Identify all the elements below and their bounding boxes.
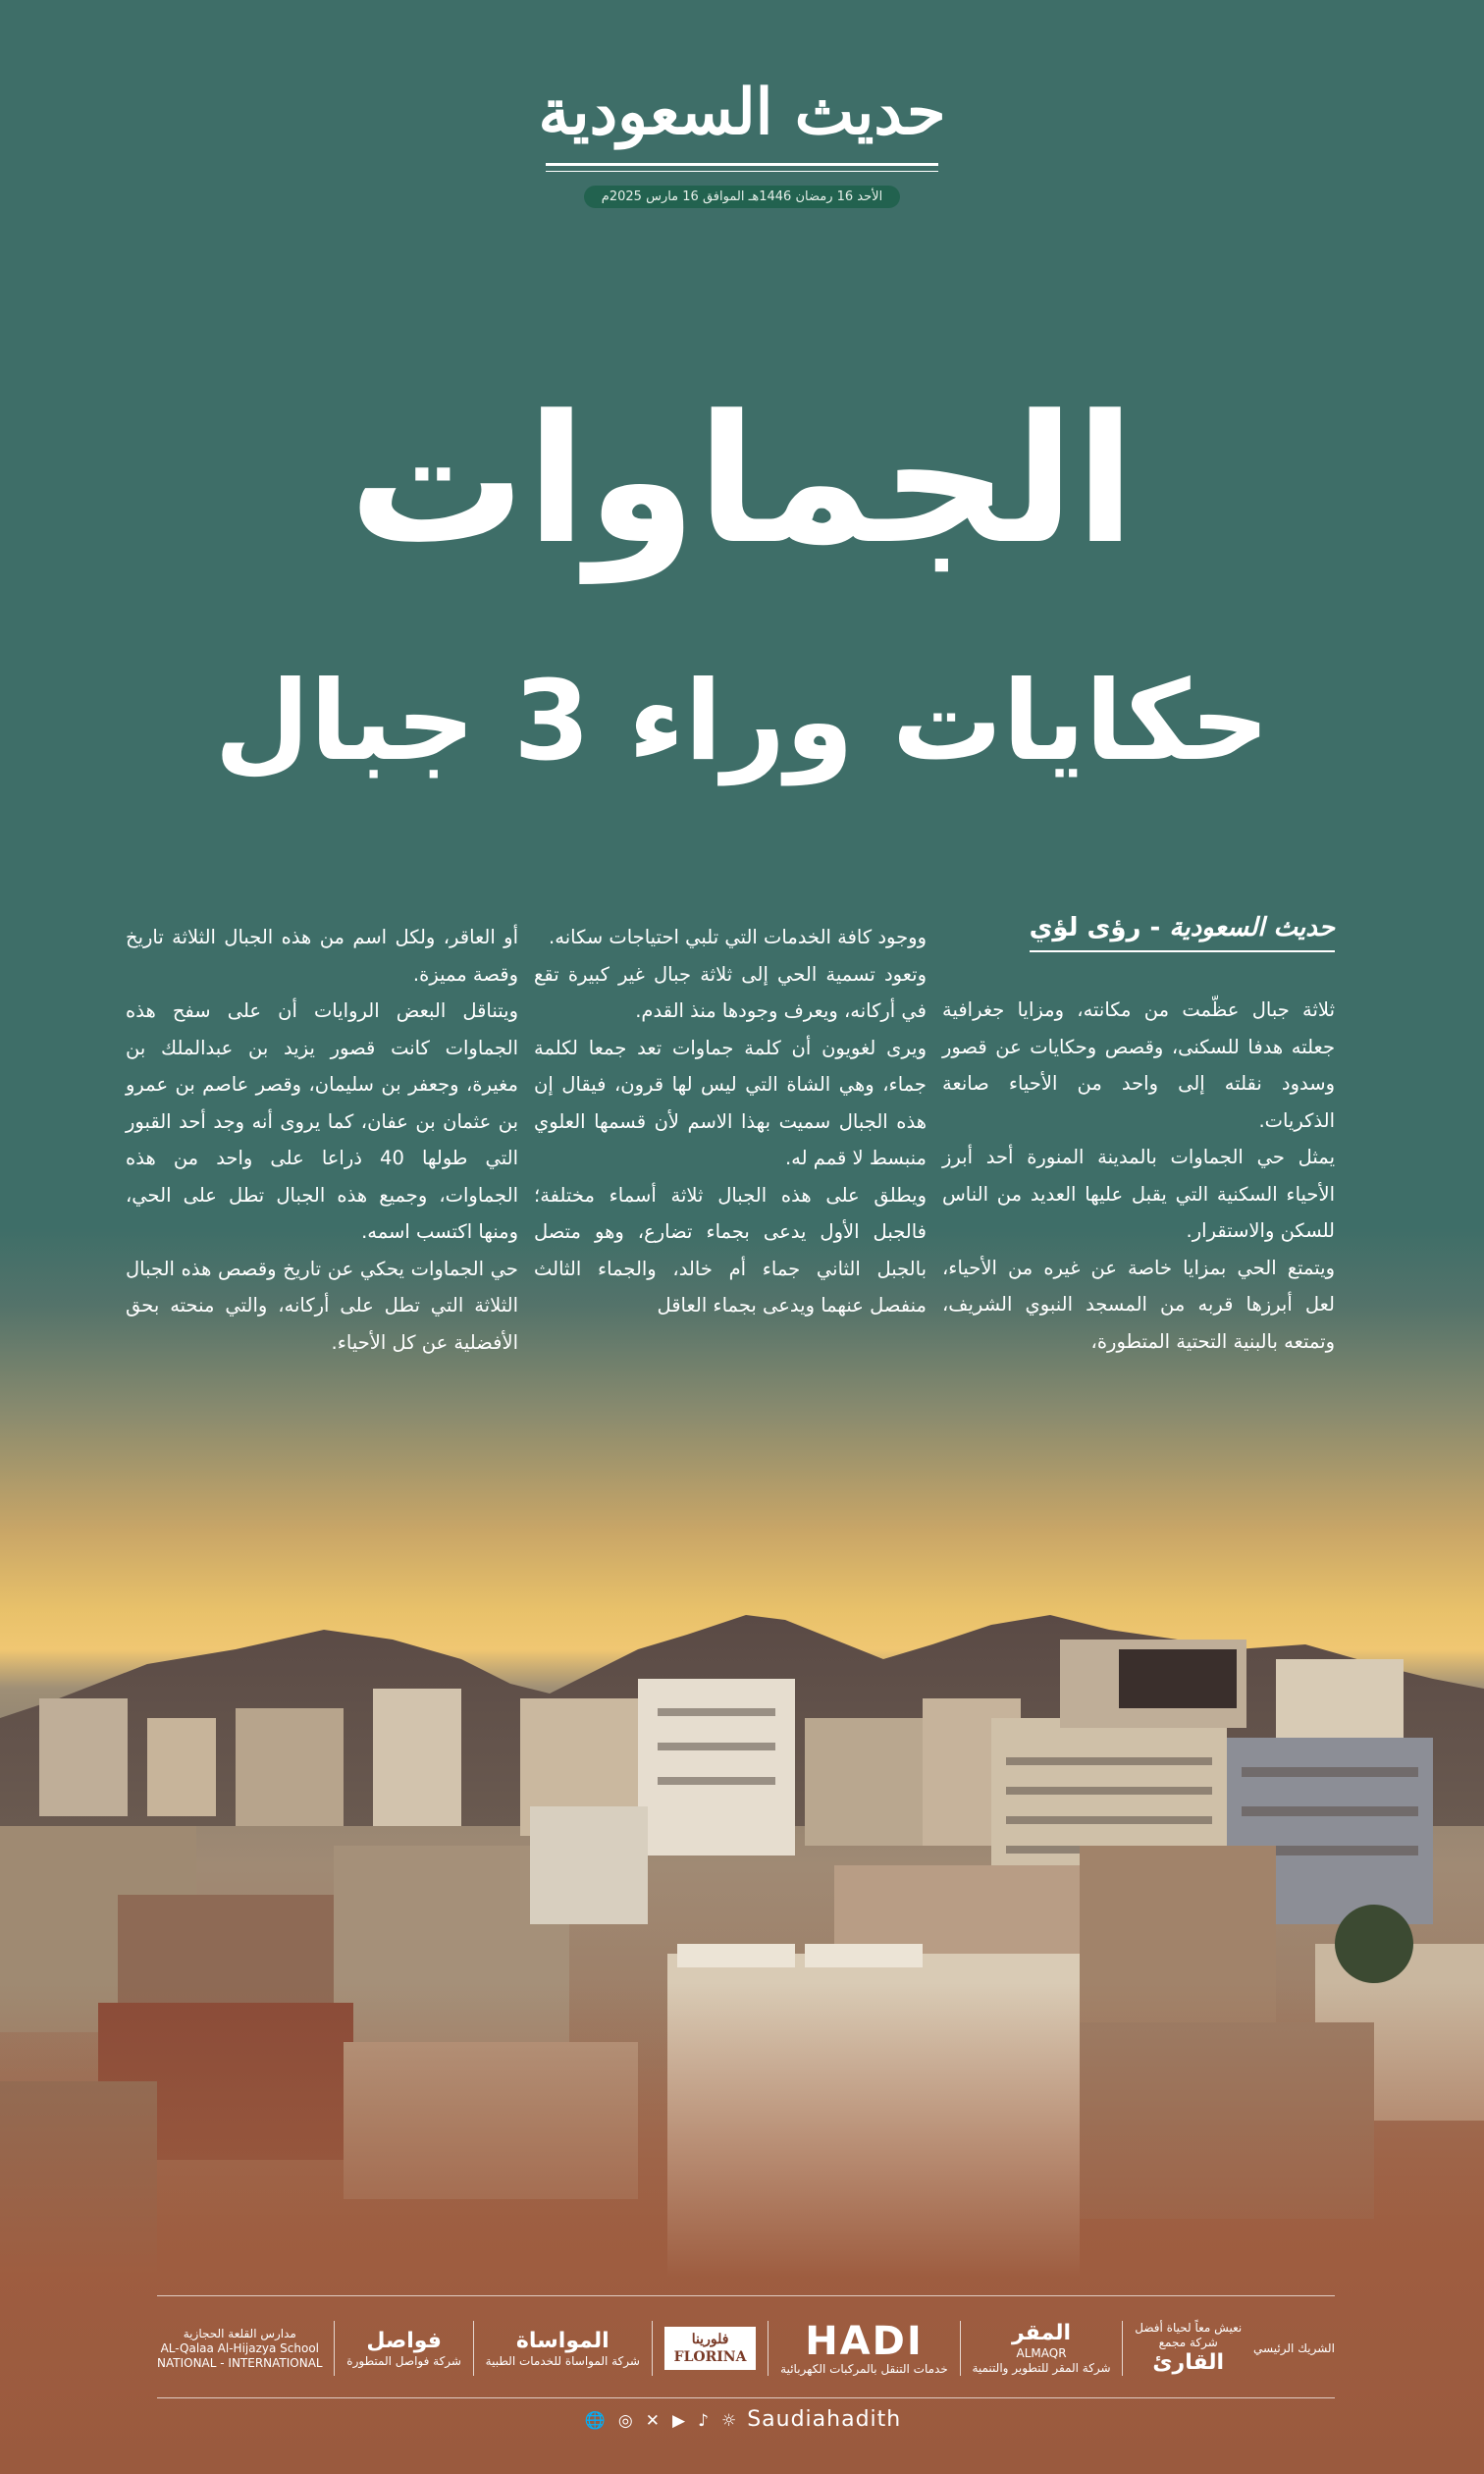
paragraph: وتعود تسمية الحي إلى ثلاثة جبال غير كبيرة تقع في أركانه، ويعرف وجودها منذ القدم.: [534, 962, 927, 1022]
x-icon[interactable]: ✕: [645, 2411, 662, 2431]
byline-brand: حديث السعودية: [1169, 913, 1335, 942]
paragraph: ويتمتع الحي بمزايا خاصة عن غيره من الأحياء، لعل أبرزها قربه من المسجد النبوي الشريف، وتمتعه بالبنية التحتية المتطورة،: [942, 1256, 1335, 1353]
instagram-icon[interactable]: ◎: [617, 2411, 634, 2431]
logo-underline: [546, 163, 938, 166]
divider: [652, 2321, 653, 2376]
alqalaa-logo: [157, 2327, 323, 2371]
paragraph: أو العاقر، ولكل اسم من هذه الجبال الثلاثة تاريخ وقصة مميزة.: [126, 926, 518, 986]
paragraph: ويرى لغويون أن كلمة جماوات تعد جمعا لكلمة جماء، وهي الشاة التي ليس لها قرون، فيقال إن هذه الجبال سميت بهذا الاسم لأن قسمها العلوي منبسط لا قمم له.: [534, 1036, 927, 1169]
almuwasah-name: المواساة: [515, 2328, 610, 2353]
tiktok-icon[interactable]: ♪: [698, 2411, 710, 2431]
alqari-logo: [1135, 2321, 1242, 2376]
alqari-tag: شركة مجمع: [1158, 2336, 1218, 2349]
almaqar-latin: ALMAQR: [1016, 2346, 1067, 2360]
divider: [960, 2321, 961, 2376]
divider: [1122, 2321, 1123, 2376]
social-handle[interactable]: Saudiahadith: [747, 2407, 902, 2432]
sponsors-bar: [157, 2309, 1335, 2388]
issue-date: الأحد 16 رمضان 1446هـ الموافق 16 مارس 2025م: [584, 186, 900, 208]
fawasel-desc: شركة فواصل المتطورة: [346, 2353, 461, 2368]
masthead: [0, 69, 1484, 208]
city-mountains-photo: [0, 1571, 1484, 2278]
hadi-desc: خدمات التنقل بالمركبات الكهربائية: [780, 2361, 948, 2376]
almuwasah-desc: شركة المواساة للخدمات الطبية: [485, 2353, 640, 2368]
almaqar-desc: شركة المقر للتطوير والتنمية: [972, 2361, 1111, 2375]
footer-rule-top: [157, 2295, 1335, 2296]
alqalaa-ar: مدارس القلعة الحجازية: [183, 2326, 296, 2340]
headline-subtitle: حكايات وراء 3 جبال: [214, 658, 1270, 785]
tree: [1335, 1905, 1413, 1983]
florina-logo: [664, 2327, 757, 2370]
logo-underline-thin: [546, 171, 938, 172]
article-column-left: [126, 919, 518, 1361]
article-column-right: [942, 992, 1335, 1360]
alqari-note: نعيش معاً لحياة أفضل: [1135, 2321, 1243, 2335]
footer-rule-bottom: [157, 2397, 1335, 2398]
social-handle-bar: [0, 2407, 1484, 2432]
paragraph: ووجود كافة الخدمات التي تلبي احتياجات سكانه.: [549, 926, 927, 948]
fawasel-name: فواصل: [366, 2328, 442, 2353]
paragraph: ويطلق على هذه الجبال ثلاثة أسماء مختلفة؛ فالجبل الأول يدعى بجماء تضارع، وهو متصل بالجبل الثاني جماء أم خالد، والجماء الثالث منفصل عنهما ويدعى بجماء العاقل: [534, 1183, 927, 1317]
main-partner: [1253, 2341, 1335, 2356]
main-partner-label: الشريك الرئيسي: [1253, 2340, 1335, 2355]
almuwasah-logo: [486, 2329, 640, 2369]
alqalaa-en: AL-Qalaa Al-Hijazya School: [160, 2340, 320, 2355]
paragraph: ويتناقل البعض الروايات أن على سفح هذه الجماوات كانت قصور يزيد بن عبدالملك بن مغيرة، وجعفر بن سليمان، وقصر عاصم بن عمرو بن عثمان بن عفان، كما يروى أنه وجد أحد القبور التي طولها 40 ذراعا على واحد من هذه الجماوات، وجميع هذه الجبال تطل على الحي، ومنها اكتسب اسمه.: [126, 999, 518, 1243]
alqalaa-sub: NATIONAL - INTERNATIONAL: [157, 2355, 323, 2370]
snapchat-icon[interactable]: ☼: [720, 2411, 738, 2431]
byline-author: رؤى لؤي: [1029, 913, 1141, 942]
headline-title: الجماوات: [348, 378, 1136, 583]
article-column-middle: [534, 919, 927, 1324]
paragraph: يمثل حي الجماوات بالمدينة المنورة أحد أبرز الأحياء السكنية التي يقبل عليها العديد من الناس للسكن والاستقرار.: [942, 1146, 1335, 1242]
almaqar-name: المقر: [1011, 2321, 1072, 2345]
paragraph: حي الجماوات يحكي عن تاريخ وقصص هذه الجبال الثلاثة التي تطل على أركانه، والتي منحته بحق الأفضلية عن كل الأحياء.: [126, 1257, 518, 1354]
almaqar-logo: [972, 2321, 1110, 2376]
byline: [1030, 913, 1335, 952]
paragraph: ثلاثة جبال عظّمت من مكانته، ومزايا جغرافية جعلته هدفا للسكنى، وقصص وحكايات عن قصور وسدود نقلته إلى واحد من الأحياء صانعة الذكريات.: [942, 998, 1335, 1132]
hadi-name: HADI: [805, 2318, 924, 2364]
alqari-name: القارئ: [1152, 2350, 1225, 2375]
divider: [473, 2321, 474, 2376]
byline-separator: -: [1140, 913, 1170, 942]
globe-icon[interactable]: 🌐: [584, 2411, 607, 2431]
youtube-icon[interactable]: ▶: [672, 2411, 687, 2431]
divider: [334, 2321, 335, 2376]
florina-en: FLORINA: [673, 2349, 747, 2365]
masthead-logo: حديث السعودية: [538, 76, 946, 149]
hadi-logo: [780, 2318, 948, 2377]
florina-box: [664, 2327, 757, 2370]
fawasel-logo: [346, 2329, 461, 2369]
florina-ar: فلورينا: [691, 2332, 729, 2347]
